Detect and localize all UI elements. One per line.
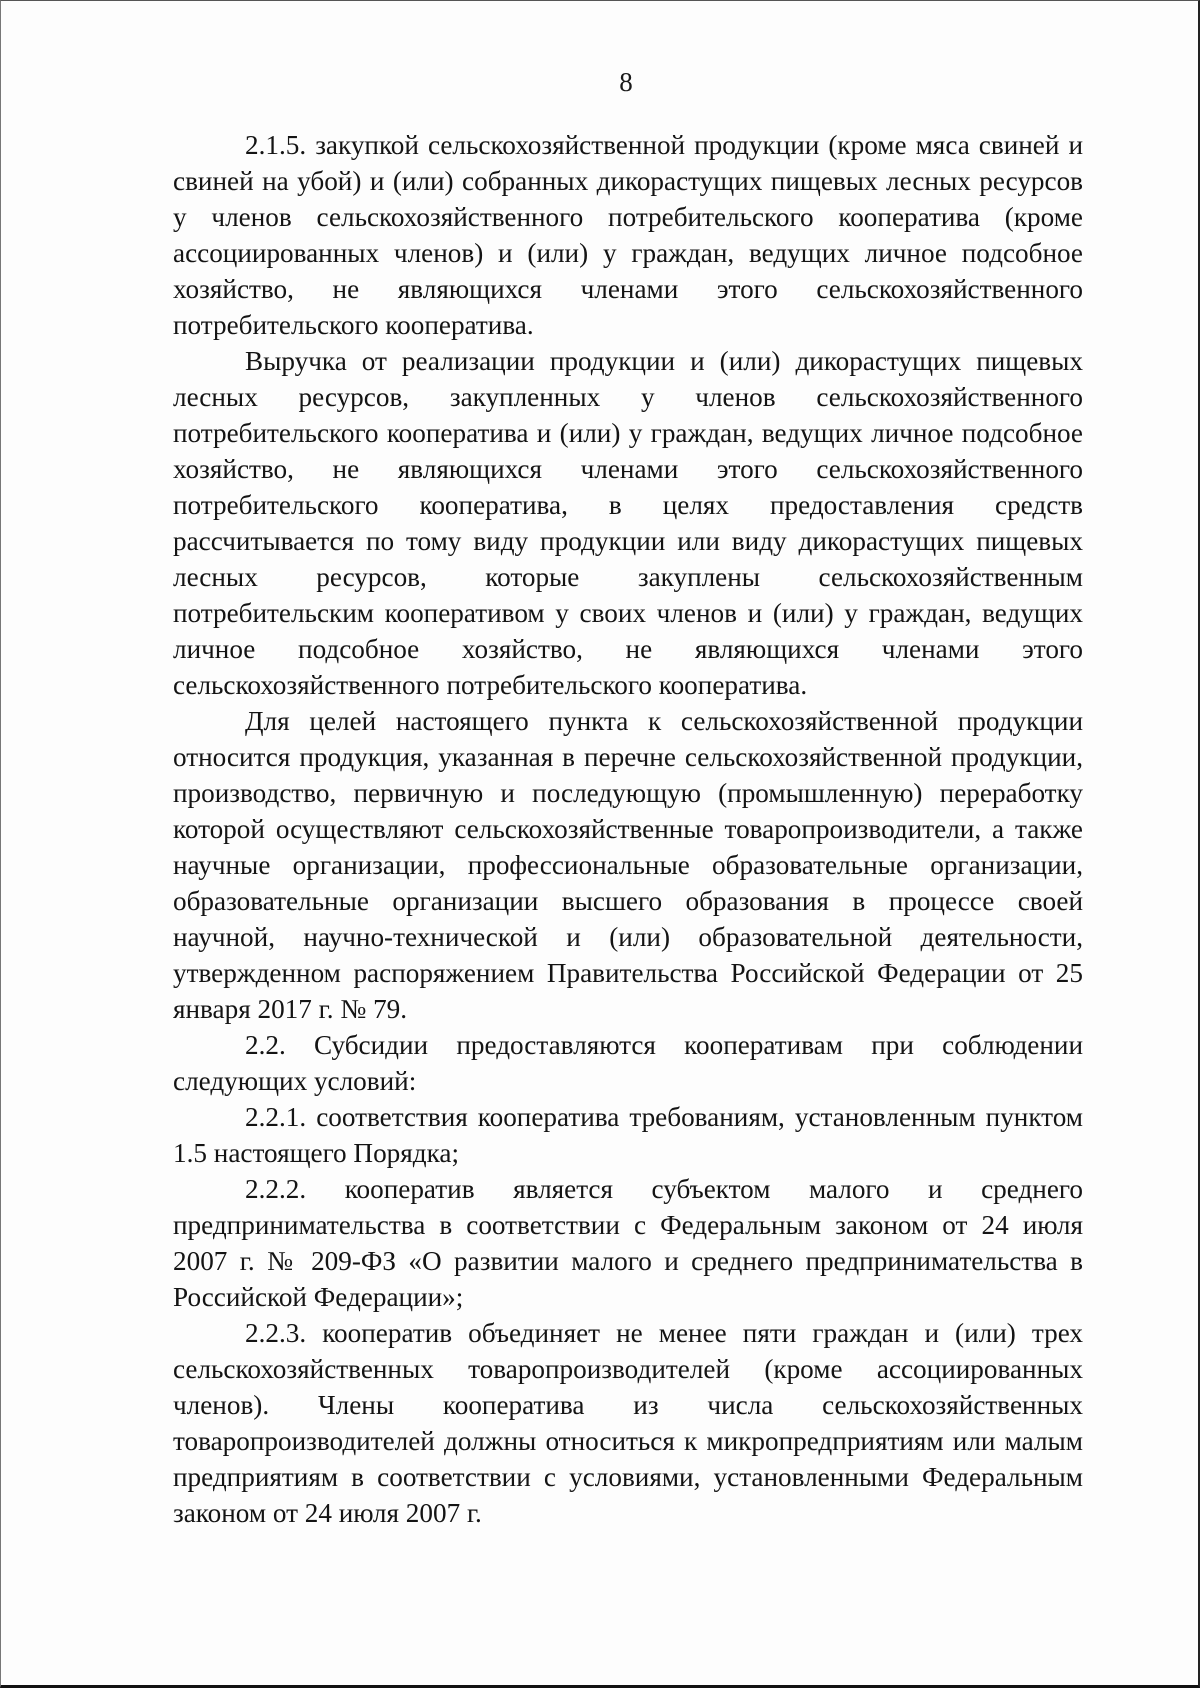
paragraph-revenue: Выручка от реализации продукции и (или) дикорастущих пищевых лесных ресурсов, закупленных у членов сельскохозяйственного потребительского кооператива и (или) у граждан, ведущих личное подсобное хозяйство, не являющихся членами этого сельскохозяйственного потребительского кооператива, в целях предоставления средств рассчитывается по тому виду продукции или виду дикорастущих пищевых лесных ресурсов, которые закуплены сельскохозяйственным потребительским кооперативом у своих членов и (или) у граждан, ведущих личное подсобное хозяйство, не являющихся членами этого сельскохозяйственного потребительского кооператива. — [173, 346, 1083, 700]
document-body — [173, 127, 1083, 1531]
paragraph-2-2-1: 2.2.1. соответствия кооператива требованиям, установленным пунктом 1.5 настоящего Порядка; — [173, 1102, 1083, 1168]
paragraph-2-2: 2.2. Субсидии предоставляются кооперативам при соблюдении следующих условий: — [173, 1030, 1083, 1096]
paragraph-2-2-3: 2.2.3. кооператив объединяет не менее пяти граждан и (или) трех сельскохозяйственных товаропроизводителей (кроме ассоциированных членов). Члены кооператива из числа сельскохозяйственных товаропроизводителей должны относиться к микропредприятиям или малым предприятиям в соответствии с условиями, установленными Федеральным законом от 24 июля 2007 г. — [173, 1318, 1083, 1528]
page-number: 8 — [619, 67, 633, 97]
paragraph-2-1-5: 2.1.5. закупкой сельскохозяйственной продукции (кроме мяса свиней и свиней на убой) и (или) собранных дикорастущих пищевых лесных ресурсов у членов сельскохозяйственного потребительского кооператива (кроме ассоциированных членов) и (или) у граждан, ведущих личное подсобное хозяйство, не являющихся членами этого сельскохозяйственного потребительского кооператива. — [173, 130, 1083, 340]
paragraph-product-definition: Для целей настоящего пункта к сельскохозяйственной продукции относится продукция, указанная в перечне сельскохозяйственной продукции, производство, первичную и последующую (промышленную) переработку которой осуществляют сельскохозяйственные товаропроизводители, а также научные организации, профессиональные образовательные организации, образовательные организации высшего образования в процессе своей научной, научно-технической и (или) образовательной деятельности, утвержденном распоряжением Правительства Российской Федерации от 25 января 2017 г. № 79. — [173, 706, 1083, 1024]
paragraph-2-2-2: 2.2.2. кооператив является субъектом малого и среднего предпринимательства в соответствии с Федеральным законом от 24 июля 2007 г. № 209-ФЗ «О развитии малого и среднего предпринимательства в Российской Федерации»; — [173, 1174, 1083, 1312]
